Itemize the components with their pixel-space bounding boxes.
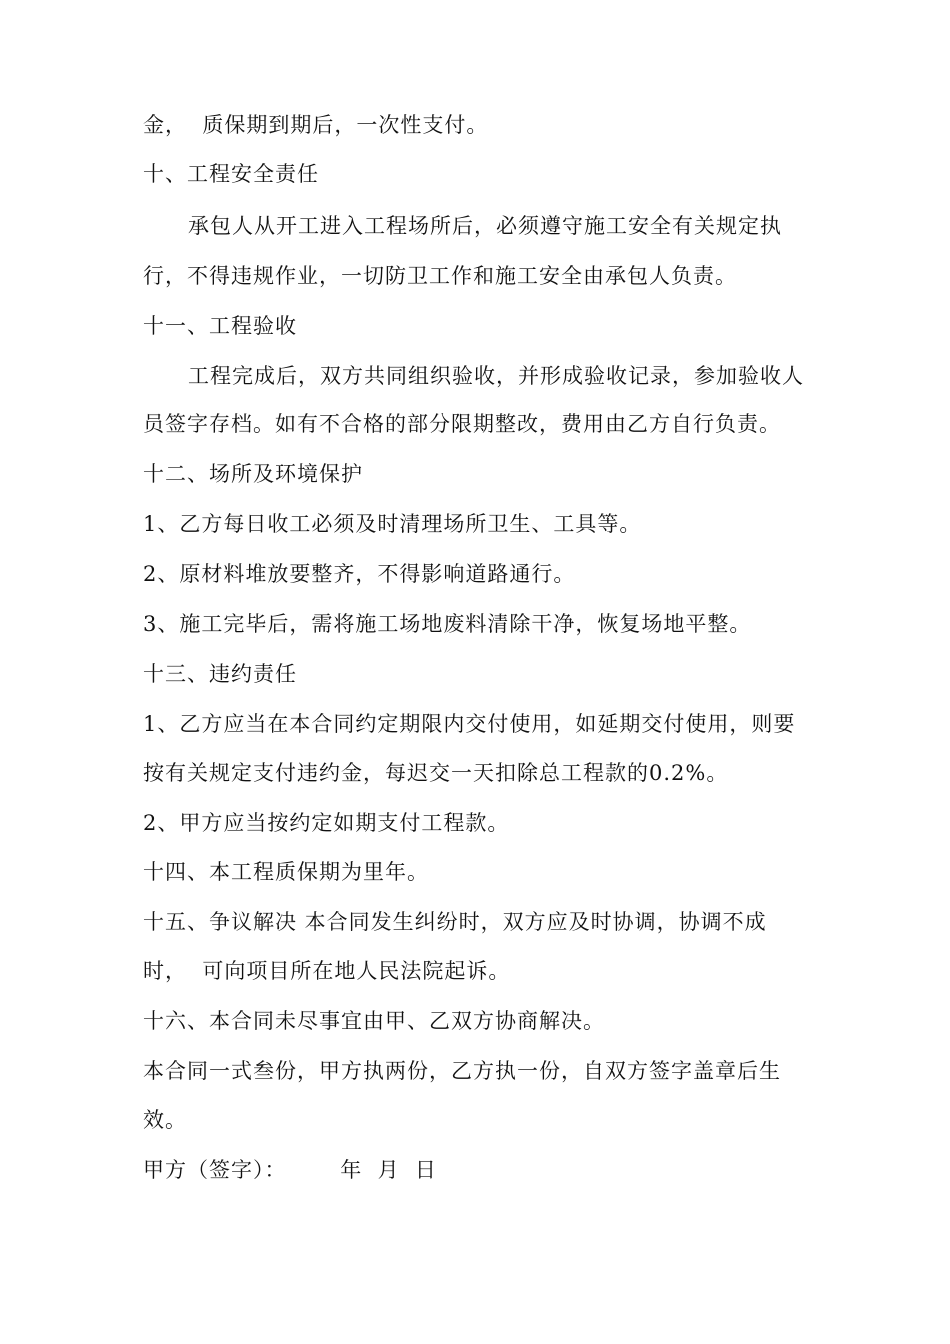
- section-heading: 十一、工程验收: [143, 314, 297, 338]
- list-item: 1、乙方每日收工必须及时清理场所卫生、工具等。: [143, 512, 642, 536]
- text-line: 员签字存档。如有不合格的部分限期整改，费用由乙方自行负责。: [143, 412, 781, 436]
- section-heading: 十二、场所及环境保护: [143, 462, 363, 486]
- text-line: 本合同一式叁份，甲方执两份，乙方执一份，自双方签字盖章后生: [143, 1059, 781, 1083]
- section-heading: 十五、争议解决 本合同发生纠纷时，双方应及时协调，协调不成: [143, 910, 767, 934]
- list-item: 3、施工完毕后，需将施工场地废料清除干净，恢复场地平整。: [143, 612, 752, 636]
- text-line: 工程完成后，双方共同组织验收，并形成验收记录，参加验收人: [188, 364, 804, 388]
- section-heading: 十三、违约责任: [143, 662, 297, 686]
- section-heading: 十、工程安全责任: [143, 162, 319, 186]
- signature-line: 甲方（签字）： 年 月 日: [143, 1158, 437, 1182]
- text-line: 时， 可向项目所在地人民法院起诉。: [143, 959, 511, 983]
- text-line: 按有关规定支付违约金，每迟交一天扣除总工程款的0.2%。: [143, 761, 729, 785]
- section-heading: 十六、本合同未尽事宜由甲、乙双方协商解决。: [143, 1009, 605, 1033]
- text-line: 金， 质保期到期后，一次性支付。: [143, 113, 489, 137]
- list-item: 2、甲方应当按约定如期支付工程款。: [143, 811, 510, 835]
- list-item: 1、乙方应当在本合同约定期限内交付使用，如延期交付使用，则要: [143, 712, 796, 736]
- text-line: 行，不得违规作业，一切防卫工作和施工安全由承包人负责。: [143, 264, 737, 288]
- text-line: 承包人从开工进入工程场所后，必须遵守施工安全有关规定执: [188, 214, 782, 238]
- section-heading: 十四、本工程质保期为里年。: [143, 860, 429, 884]
- text-line: 效。: [143, 1108, 187, 1132]
- list-item: 2、原材料堆放要整齐，不得影响道路通行。: [143, 562, 576, 586]
